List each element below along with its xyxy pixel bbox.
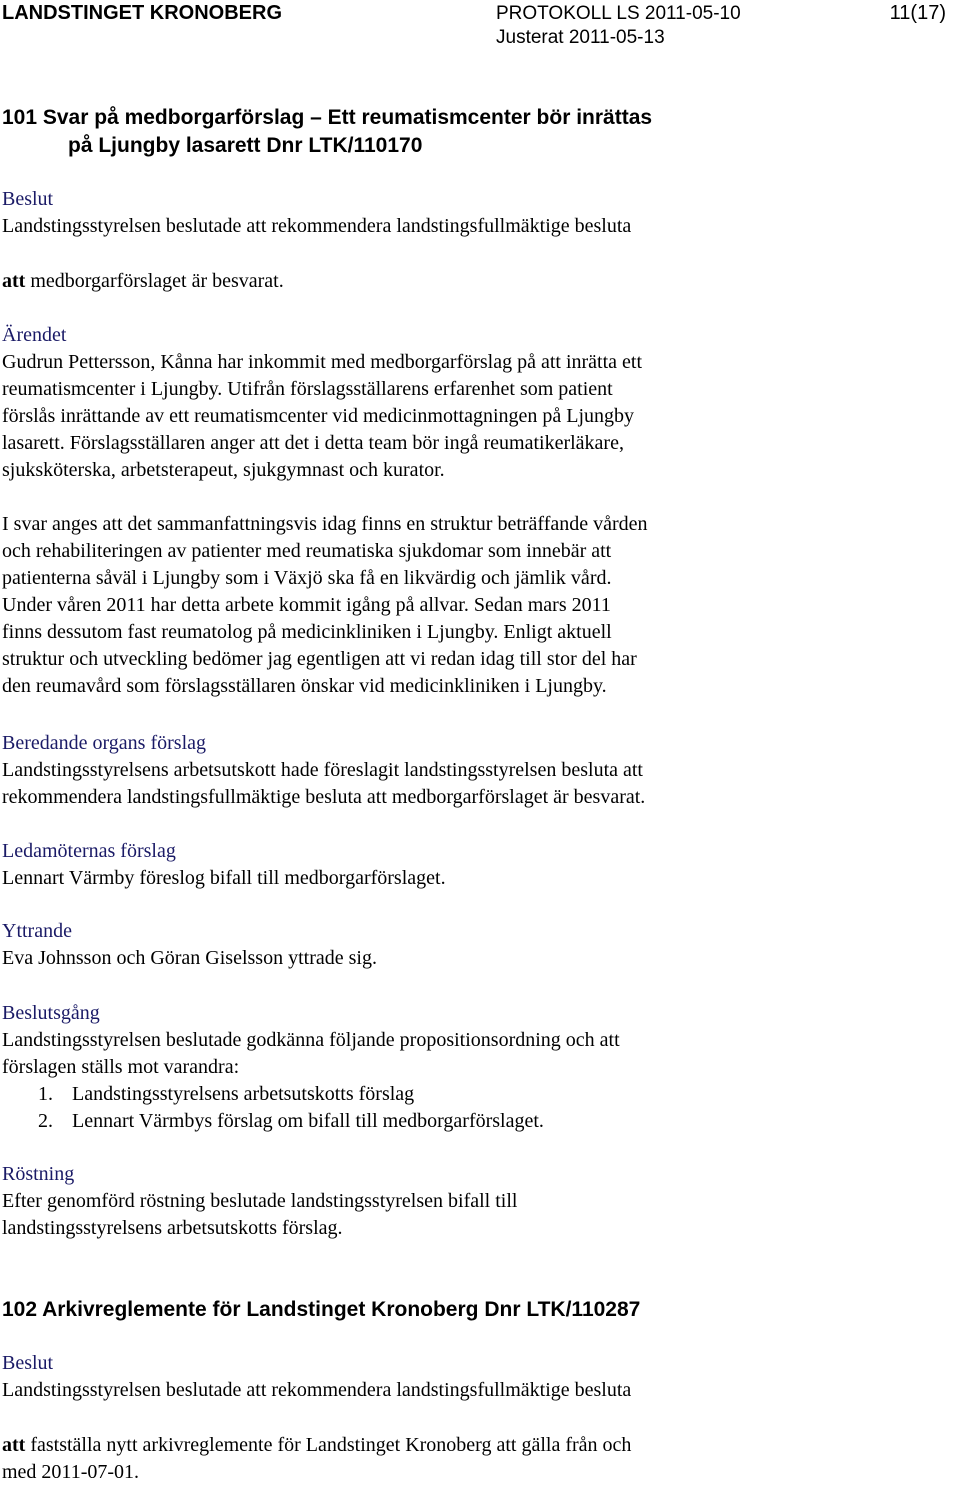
protocol-date: PROTOKOLL LS 2011-05-10 [496, 3, 741, 24]
page-number: 11(17) [889, 2, 946, 24]
rostning-line: Efter genomförd röstning beslutade landstingsstyrelsen bifall till [2, 1190, 518, 1212]
svar-line: finns dessutom fast reumatolog på medicinkliniken i Ljungby. Enligt aktuell [2, 621, 612, 643]
att-keyword: att [2, 270, 26, 292]
yttrande-section [2, 918, 957, 972]
svar-line: och rehabiliteringen av patienter med reumatiska sjukdomar som innebär att [2, 540, 612, 562]
att-text: fastställa nytt arkivreglemente för Landstinget Kronoberg att gälla från och [25, 1434, 632, 1456]
beslutsgang-line: förslagen ställs mot varandra: [2, 1056, 240, 1078]
arendet-line: reumatismcenter i Ljungby. Utifrån förslagsställarens erfarenhet som patient [2, 378, 613, 400]
protocol-info [496, 2, 741, 50]
beredande-heading: Beredande organs förslag [2, 732, 207, 754]
arendet-heading: Ärendet [2, 324, 67, 346]
rostning-line: landstingsstyrelsens arbetsutskotts förslag. [2, 1217, 343, 1239]
svar-line: I svar anges att det sammanfattningsvis idag finns en struktur beträffande vården [2, 513, 648, 535]
list-item-text: Lennart Värmbys förslag om bifall till medborgarförslaget. [72, 1110, 544, 1132]
organization-name: LANDSTINGET KRONOBERG [2, 2, 282, 24]
item-101-beslut-section [2, 186, 957, 240]
list-item-number: 1. [38, 1083, 53, 1105]
svar-line: Under våren 2011 har detta arbete kommit igång på allvar. Sedan mars 2011 [2, 594, 611, 616]
list-item [2, 1081, 544, 1108]
beslut-heading: Beslut [2, 188, 54, 210]
att-decision [2, 268, 957, 295]
item-101-title [2, 104, 652, 160]
yttrande-heading: Yttrande [2, 920, 72, 942]
arendet-line: lasarett. Förslagsställaren anger att det i detta team bör ingå reumatikerläkare, [2, 432, 624, 454]
beslut-text: Landstingsstyrelsen beslutade att rekommendera landstingsfullmäktige besluta [2, 1379, 632, 1401]
ledamoter-heading: Ledamöternas förslag [2, 840, 176, 862]
item-102-title: 102 Arkivreglemente för Landstinget Kronoberg Dnr LTK/110287 [2, 1298, 641, 1321]
item-102-att-decision [2, 1432, 957, 1486]
att-text-line2: med 2011-07-01. [2, 1461, 140, 1483]
beredande-line: Landstingsstyrelsens arbetsutskott hade föreslagit landstingsstyrelsen besluta att [2, 759, 643, 781]
arendet-line: förslås inrättande av ett reumatismcenter vid medicinmottagningen på Ljungby [2, 405, 635, 427]
svar-paragraph [2, 511, 957, 700]
arendet-line: Gudrun Pettersson, Kånna har inkommit med medborgarförslag på att inrätta ett [2, 351, 643, 373]
item-102-beslut-section [2, 1350, 957, 1404]
rostning-section [2, 1161, 957, 1242]
list-item-number: 2. [38, 1110, 53, 1132]
rostning-heading: Röstning [2, 1163, 75, 1185]
beslut-heading: Beslut [2, 1352, 54, 1374]
list-item [2, 1108, 544, 1135]
adjusted-date: Justerat 2011-05-13 [496, 27, 665, 48]
arendet-section [2, 322, 957, 484]
item-101-title-line2: på Ljungby lasarett Dnr LTK/110170 [68, 134, 423, 157]
att-keyword: att [2, 1434, 26, 1456]
svar-line: patienterna såväl i Ljungby som i Växjö ska få en likvärdig och jämlik vård. [2, 567, 612, 589]
beredande-line: rekommendera landstingsfullmäktige besluta att medborgarförslaget är besvarat. [2, 786, 646, 808]
yttrande-text: Eva Johnsson och Göran Giselsson yttrade sig. [2, 947, 377, 969]
proposition-list [2, 1081, 544, 1135]
beslutsgang-section [2, 1000, 957, 1081]
ledamoter-section [2, 838, 957, 892]
svar-line: struktur och utveckling bedömer jag egentligen att vi redan idag till stor del har [2, 648, 637, 670]
beslut-text: Landstingsstyrelsen beslutade att rekommendera landstingsfullmäktige besluta [2, 215, 632, 237]
svar-line: den reumavård som förslagsställaren önskar vid medicinkliniken i Ljungby. [2, 675, 607, 697]
item-101-title-line1: 101 Svar på medborgarförslag – Ett reumatismcenter bör inrättas [2, 106, 653, 129]
arendet-line: sjuksköterska, arbetsterapeut, sjukgymnast och kurator. [2, 459, 445, 481]
beslutsgang-heading: Beslutsgång [2, 1002, 100, 1024]
beredande-section [2, 730, 957, 811]
att-text: medborgarförslaget är besvarat. [25, 270, 284, 292]
list-item-text: Landstingsstyrelsens arbetsutskotts förslag [72, 1083, 415, 1105]
ledamoter-text: Lennart Värmby föreslog bifall till medborgarförslaget. [2, 867, 446, 889]
beslutsgang-line: Landstingsstyrelsen beslutade godkänna följande propositionsordning och att [2, 1029, 620, 1051]
